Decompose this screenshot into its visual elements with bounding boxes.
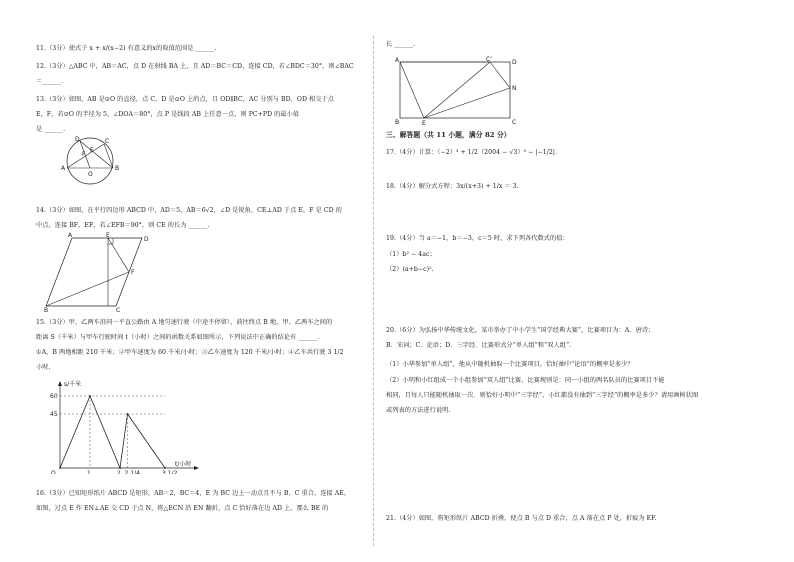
data-point bbox=[127, 413, 129, 415]
x-tick-label: O bbox=[51, 470, 56, 474]
question-15-line3: ①A、B 两地相距 210 千米；②甲车速度为 60 千米/小时；③乙车速度为 120 千米/小时；④乙车共行驶 3 1/2 bbox=[36, 349, 344, 356]
y-axis-label: s/千米 bbox=[64, 381, 82, 388]
x-tick-label: 3 1/2 bbox=[162, 470, 178, 474]
rectangle-label-c-prime: C' bbox=[486, 56, 492, 63]
question-14-line1: 14.（3分）如图，在平行四边形 ABCD 中，AD＝5，AB＝6√2，∠D 是锐角，CE⊥AD 于点 E，F 是 CD 的 bbox=[36, 207, 342, 214]
question-15-line4: 小时. bbox=[36, 364, 51, 371]
question-14-line2: 中点，连接 BF、EF，若∠EFB＝90°，则 CE 的长为 ______. bbox=[36, 222, 210, 229]
parallelogram-label-f: F bbox=[131, 269, 135, 276]
question-15-line2: 距离 S（千米）与甲车行驶时间 t（小时）之间的函数关系如图所示，下列说法中正确的结论有 ______. bbox=[36, 334, 320, 341]
rectangle-label-b: B bbox=[395, 119, 400, 126]
question-20-part2-line2: 相同，且每人只能随机抽取一次．则恰好小明中“三字经”、小红都没有抽到“三字经”的概率是多少？请用画树状图 bbox=[386, 392, 699, 399]
x-axis-label: t/小时 bbox=[175, 461, 192, 468]
question-20-line1: 20.（6分）为弘扬中华传统文化，某市举办了中小学生“国学经典大赛”，比赛项目为：A．唐诗； bbox=[386, 327, 655, 334]
rectangle-label-d: D bbox=[512, 59, 517, 66]
question-13-line2: E，F，若⊙O 的半径为 5，∠DOA＝80°，点 P 是线段 AB 上任意一点，则 PC+PD 的最小值 bbox=[36, 111, 300, 118]
circle-label-c: C bbox=[105, 138, 110, 145]
question-17: 17.（4分）计算：（−2）³ + 1/2（2004 − √3）⁰ − |−1/2|. bbox=[386, 149, 557, 156]
x-tick-label: 1 bbox=[87, 470, 91, 474]
parallelogram-label-b: B bbox=[44, 307, 49, 312]
section-3-heading: 三、解答题（共 11 小题，满分 82 分） bbox=[386, 131, 511, 139]
parallelogram-label-d: D bbox=[144, 236, 149, 243]
question-19-part2: （2）(a+b−c)². bbox=[386, 266, 434, 273]
circle-label-e: E bbox=[90, 147, 94, 154]
x-tick-label: 2 1/4 bbox=[124, 470, 140, 474]
parallelogram-label-c: C bbox=[116, 307, 121, 312]
x-axis-arrow bbox=[194, 466, 199, 470]
question-18: 18.（4分）解分式方程：3x/(x+3) + 1/x ＝ 3. bbox=[386, 183, 519, 190]
question-19-line1: 19.（4分）当 a＝−1，b＝−3，c＝5 时，求下列各代数式的值： bbox=[386, 235, 569, 242]
x-tick-label: 2 bbox=[117, 470, 121, 474]
data-point bbox=[164, 467, 166, 469]
question-16-line2: 如图，过点 E 作 EN⊥AE 交 CD 于点 N，将△ECN 沿 EN 翻折，点 C 恰好落在边 AD 上，那么 BE 的 bbox=[36, 505, 329, 512]
column-divider bbox=[373, 36, 374, 546]
question-12-line1: 12.（3分）△ABC 中，AB＝AC，点 D 在射线 BA 上，且 AD＝BC＝CD，连接 CD，若∠BDC＝30°，则∠BAC bbox=[36, 63, 354, 70]
circle-label-o: O bbox=[88, 171, 93, 178]
distance-time-graph bbox=[44, 378, 214, 474]
question-16-line1: 16.（3分）已知矩形纸片 ABCD 是矩形，AB＝2，BC＝4，E 为 BC 边上一动点且不与 B、C 重合，连接 AE， bbox=[36, 490, 351, 497]
rectangle-figure bbox=[394, 54, 524, 126]
circle-label-a: A bbox=[61, 165, 66, 172]
question-21: 21.（4分）如图，将矩形纸片 ABCD 折叠，使点 B 与点 D 重合，点 A 落在点 P 处，折痕为 EF. bbox=[386, 515, 657, 522]
rectangle-label-e: E bbox=[422, 120, 426, 126]
question-20-line2: B．宋词；C．论语；D．三字经．比赛形式分“单人组”和“双人组”. bbox=[386, 342, 572, 349]
question-19-part1: （1）b² − 4ac； bbox=[386, 251, 436, 258]
rectangle-label-n: N bbox=[512, 85, 517, 92]
question-20-part1: （1）小华参加“单人组”，他从中随机抽取一个比赛项目，恰好抽中“论语”的概率是多少？ bbox=[386, 361, 634, 368]
parallelogram-label-e: E bbox=[106, 232, 110, 239]
question-13-line3: 是 ______. bbox=[36, 126, 66, 133]
question-15-line1: 15.（3分）甲、乙两车沿同一平直公路由 A 地匀速行驶（中途不停留），前往终点 B 地，甲、乙两车之间的 bbox=[36, 319, 333, 326]
circle-figure bbox=[44, 136, 136, 186]
parallelogram-figure bbox=[44, 232, 164, 312]
parallelogram-label-a: A bbox=[68, 232, 73, 239]
circle-label-b: B bbox=[115, 165, 120, 172]
rectangle-label-a: A bbox=[395, 57, 400, 64]
question-11: 11.（3分）使式子 x + x/(x−2) 有意义的x的取值范围是 ______. bbox=[36, 45, 217, 52]
y-tick-label: 45 bbox=[50, 411, 58, 418]
distance-series-line bbox=[60, 396, 165, 468]
y-tick-label: 60 bbox=[50, 393, 58, 400]
question-16-line3: 长 ______. bbox=[386, 41, 416, 48]
circle-label-f: F bbox=[82, 151, 86, 158]
data-point bbox=[119, 467, 121, 469]
question-13-line1: 13.（3分）如图，AB 是⊙O 的直径，点 C、D 是⊙O 上的点，且 OD∥BC，AC 分别与 BD、OD 相交于点 bbox=[36, 96, 334, 103]
question-20-part2-line1: （2）小明和小红组成一个小组参加“双人组”比赛，比赛规则是：同一小组的两名队员的比赛项目不能 bbox=[386, 377, 665, 384]
data-point bbox=[89, 395, 91, 397]
circle-label-d: D bbox=[75, 136, 80, 143]
question-20-part2-line3: 或列表的方法进行说明. bbox=[386, 407, 451, 414]
question-12-line2: ＝______. bbox=[36, 78, 64, 85]
data-point bbox=[59, 467, 61, 469]
rectangle-label-c: C bbox=[512, 119, 517, 126]
y-axis-arrow bbox=[58, 381, 62, 386]
